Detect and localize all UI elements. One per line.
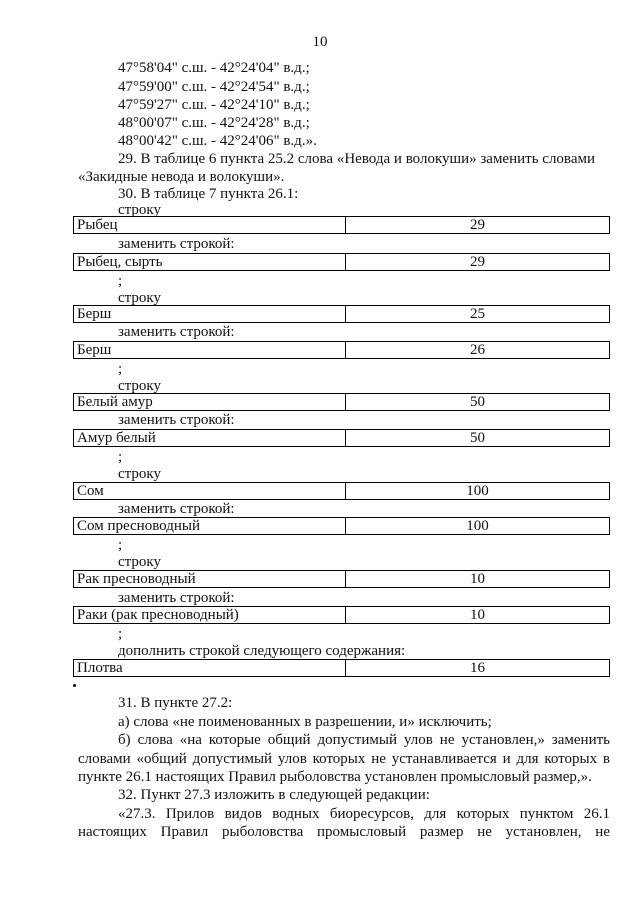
- label-replace: заменить строкой:: [118, 412, 235, 428]
- row-value: 25: [470, 306, 485, 322]
- coord-line: 48°00'07" с.ш. - 42°24'28" в.д.;: [118, 115, 310, 131]
- label-replace: заменить строкой:: [118, 324, 235, 340]
- label-add: дополнить строкой следующего содержания:: [118, 643, 406, 659]
- coord-line: 47°59'00" с.ш. - 42°24'54" в.д.;: [118, 79, 310, 95]
- table-row: [73, 570, 610, 588]
- paragraph-29: 29. В таблице 6 пункта 25.2 слова «Невода и волокуши» заменить словами: [118, 151, 595, 167]
- coord-line: 48°00'42" с.ш. - 42°24'06" в.д.».: [118, 133, 317, 149]
- paragraph-31b: б) слова «на которые общий допустимый улов не установлен,» заменить: [118, 732, 610, 748]
- row-name: Белый амур: [74, 394, 346, 410]
- row-value: 100: [466, 518, 489, 534]
- paragraph-29-cont: «Закидные невода и волокуши».: [78, 169, 285, 185]
- table-row: [73, 517, 610, 535]
- row-value: 100: [466, 483, 489, 499]
- row-name: Раки (рак пресноводный): [74, 607, 346, 623]
- label-semicolon: ;: [118, 626, 123, 642]
- table-row: [73, 659, 610, 677]
- table-row: [73, 253, 610, 271]
- paragraph-31b-end: пункте 26.1 настоящих Правил рыболовства установлен промысловый размер,».: [78, 769, 592, 785]
- stray-dot: [73, 684, 76, 687]
- label-semicolon: ;: [118, 537, 123, 553]
- row-name: Плотва: [74, 660, 346, 676]
- coord-line: 47°59'27" с.ш. - 42°24'10" в.д.;: [118, 97, 310, 113]
- row-value: 26: [470, 342, 485, 358]
- label-line: строку: [118, 554, 161, 570]
- row-name: Берш: [74, 342, 346, 358]
- row-value: 50: [470, 394, 485, 410]
- label-semicolon: ;: [118, 361, 123, 377]
- row-name: Рыбец, сырть: [74, 254, 346, 270]
- row-name: Рак пресноводный: [74, 571, 346, 587]
- row-value: 29: [470, 217, 485, 233]
- label-replace: заменить строкой:: [118, 501, 235, 517]
- label-replace: заменить строкой:: [118, 236, 235, 252]
- paragraph-31a: а) слова «не поименованных в разрешении, и» исключить;: [118, 714, 492, 730]
- row-name: Рыбец: [74, 217, 346, 233]
- quote-27-3: «27.3. Прилов видов водных биоресурсов, для которых пунктом 26.1: [118, 806, 610, 822]
- label-replace: заменить строкой:: [118, 590, 235, 606]
- row-value: 10: [470, 607, 485, 623]
- quote-27-3-cont: настоящих Правил рыболовства промысловый размер не установлен, не: [78, 824, 610, 840]
- table-row: [73, 216, 610, 234]
- coord-line: 47°58'04" с.ш. - 42°24'04" в.д.;: [118, 60, 310, 76]
- label-line: строку: [118, 466, 161, 482]
- row-value: 29: [470, 254, 485, 270]
- label-line: строку: [118, 202, 161, 218]
- table-row: [73, 606, 610, 624]
- label-line: строку: [118, 378, 161, 394]
- label-semicolon: ;: [118, 273, 123, 289]
- page-number: 10: [312, 34, 328, 50]
- label-semicolon: ;: [118, 449, 123, 465]
- table-row: [73, 393, 610, 411]
- row-name: Берш: [74, 306, 346, 322]
- row-name: Амур белый: [74, 430, 346, 446]
- table-row: [73, 341, 610, 359]
- row-name: Сом пресноводный: [74, 518, 346, 534]
- paragraph-31b-cont: словами «общий допустимый улов которых не устанавливается и для которых в: [78, 751, 610, 767]
- paragraph-30: 30. В таблице 7 пункта 26.1:: [118, 186, 299, 202]
- row-name: Сом: [74, 483, 346, 499]
- table-row: [73, 429, 610, 447]
- table-row: [73, 305, 610, 323]
- paragraph-32: 32. Пункт 27.3 изложить в следующей редакции:: [118, 787, 430, 803]
- row-value: 50: [470, 430, 485, 446]
- row-value: 10: [470, 571, 485, 587]
- label-line: строку: [118, 290, 161, 306]
- table-row: [73, 482, 610, 500]
- row-value: 16: [470, 660, 485, 676]
- paragraph-31: 31. В пункте 27.2:: [118, 695, 233, 711]
